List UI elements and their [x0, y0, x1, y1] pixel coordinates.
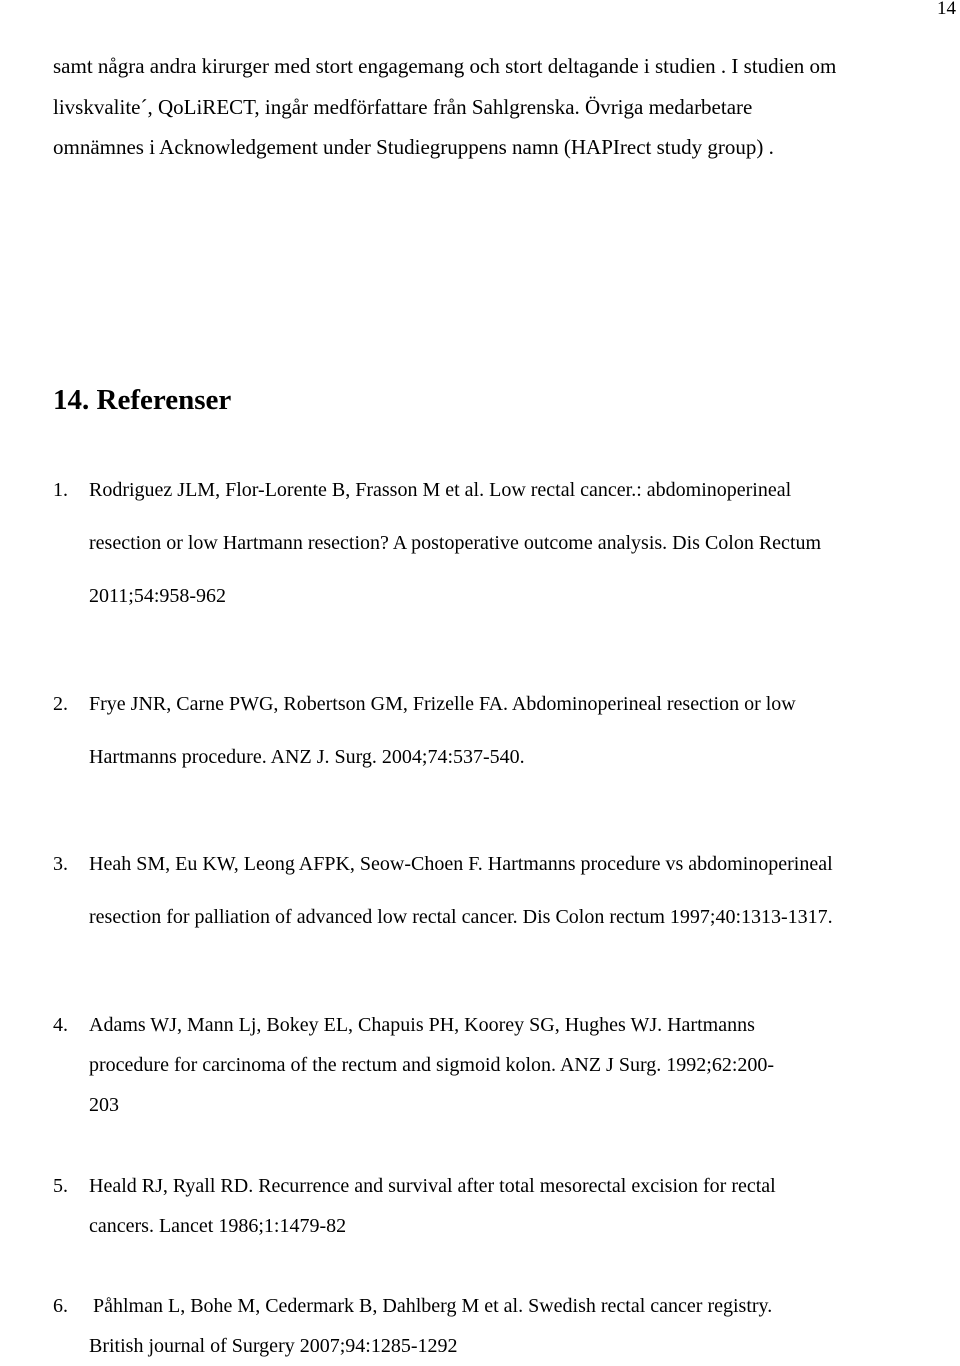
reference-number: 6.: [53, 1295, 68, 1317]
reference-line: resection or low Hartmann resection? A postoperative outcome analysis. Dis Colon Rectum: [89, 532, 822, 554]
reference-line: Frye JNR, Carne PWG, Robertson GM, Frizelle FA. Abdominoperineal resection or low: [89, 693, 796, 715]
reference-number: 5.: [53, 1175, 68, 1197]
intro-line: livskvalite´, QoLiRECT, ingår medförfattare från Sahlgrenska. Övriga medarbetare: [53, 94, 753, 119]
reference-item-3: [53, 838, 953, 944]
reference-item-5: [53, 1166, 953, 1246]
reference-number: 4.: [53, 1014, 68, 1036]
reference-line: Rodriguez JLM, Flor-Lorente B, Frasson M et al. Low rectal cancer.: abdominoperineal: [89, 479, 792, 501]
reference-item-1: [53, 464, 953, 623]
page-number: 14: [937, 0, 956, 19]
reference-line: Heald RJ, Ryall RD. Recurrence and survival after total mesorectal excision for rectal: [89, 1175, 776, 1197]
intro-line: samt några andra kirurger med stort engagemang och stort deltagande i studien . I studien om: [53, 54, 837, 78]
reference-number: 2.: [53, 693, 68, 715]
section-heading: 14. Referenser: [53, 384, 232, 416]
intro-paragraph: [53, 46, 948, 168]
reference-number: 3.: [53, 853, 68, 875]
reference-line: Adams WJ, Mann Lj, Bokey EL, Chapuis PH, Koorey SG, Hughes WJ. Hartmanns: [89, 1014, 755, 1036]
reference-item-4: [53, 1005, 953, 1125]
intro-line: omnämnes i Acknowledgement under Studiegruppens namn (HAPIrect study group) .: [53, 135, 774, 159]
reference-item-2: [53, 678, 953, 784]
reference-item-6: [53, 1286, 953, 1366]
reference-line: Påhlman L, Bohe M, Cedermark B, Dahlberg M et al. Swedish rectal cancer registry.: [93, 1295, 773, 1317]
reference-line: cancers. Lancet 1986;1:1479-82: [89, 1215, 347, 1237]
reference-line: resection for palliation of advanced low rectal cancer. Dis Colon rectum 1997;40:1313-1317.: [89, 906, 833, 928]
reference-line: Heah SM, Eu KW, Leong AFPK, Seow-Choen F. Hartmanns procedure vs abdominoperineal: [89, 853, 833, 875]
reference-line: Hartmanns procedure. ANZ J. Surg. 2004;74:537-540.: [89, 746, 525, 768]
reference-line: 203: [89, 1094, 119, 1116]
reference-line: British journal of Surgery 2007;94:1285-1292: [89, 1335, 458, 1357]
reference-number: 1.: [53, 479, 68, 501]
reference-line: procedure for carcinoma of the rectum and sigmoid kolon. ANZ J Surg. 1992;62:200-: [89, 1054, 775, 1076]
reference-line: 2011;54:958-962: [89, 585, 227, 607]
